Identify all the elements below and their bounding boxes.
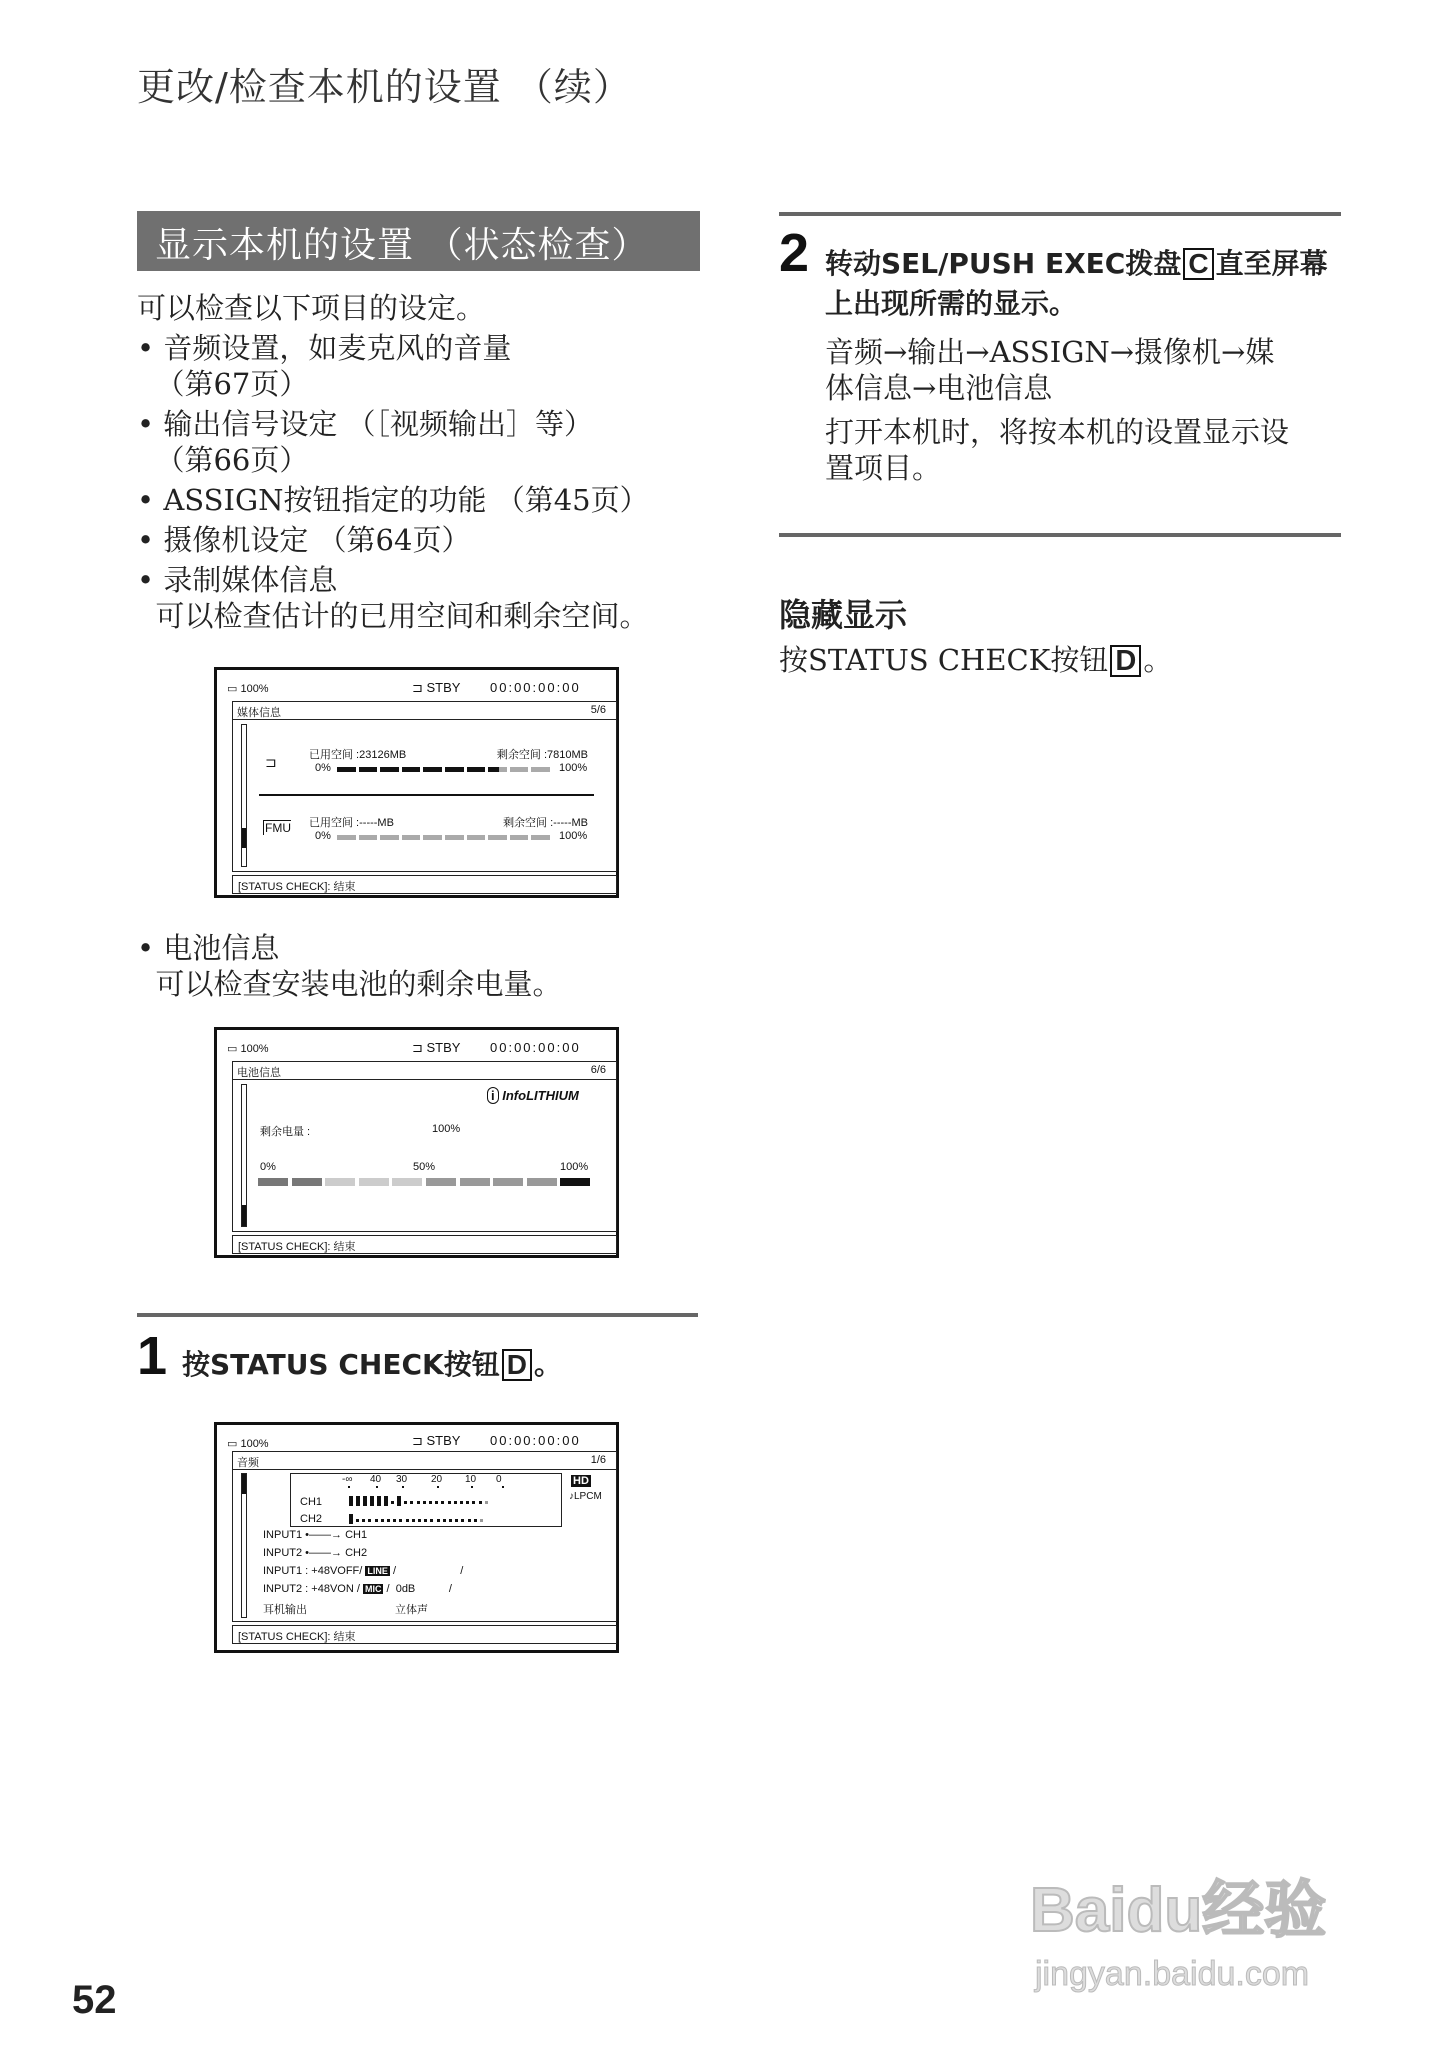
step-divider	[137, 1313, 698, 1317]
meter-segment	[417, 1501, 420, 1504]
bar-segment	[445, 767, 464, 772]
step-2-text: 转动SEL/PUSH EXEC拨盘 C 直至屏幕 上出现所需的显示。	[825, 247, 1328, 320]
ch1-label: CH1	[300, 1496, 323, 1508]
screen-title: 电池信息	[237, 1067, 281, 1079]
bar-segment	[402, 767, 421, 772]
meter-segment	[443, 1519, 446, 1522]
lpcm-label: ♪LPCM	[569, 1491, 602, 1502]
mode-indicator: ⊐ STBY	[412, 680, 461, 695]
bullet-list	[137, 330, 737, 634]
meter-segment	[393, 1519, 396, 1522]
step-1-text: 按STATUS CHECK按钮 D 。	[182, 1348, 562, 1381]
fmu-icon: FMU	[265, 821, 291, 835]
meter-segment	[391, 1501, 394, 1504]
battery-segment	[325, 1178, 355, 1186]
page-number: 52	[72, 1978, 117, 2022]
hide-display-heading: 隐藏显示	[779, 596, 908, 634]
media-info-screen	[214, 667, 619, 898]
bullet-item: • 输出信号设定 （［视频输出］等） （第66页）	[137, 407, 594, 477]
meter-segment	[441, 1501, 444, 1504]
headphone-value: 立体声	[395, 1604, 428, 1616]
battery-segment	[258, 1178, 288, 1186]
audio-screen	[214, 1422, 619, 1653]
scrollbar[interactable]	[241, 1084, 247, 1227]
meter-segment	[377, 1496, 381, 1506]
meter-segment	[466, 1501, 469, 1504]
scale-tick-label: 10	[465, 1474, 477, 1485]
step-divider	[779, 212, 1341, 216]
remaining-label: 剩余电量 :	[260, 1126, 311, 1138]
meter-segment	[435, 1501, 438, 1504]
meter-segment	[461, 1519, 464, 1522]
battery-segment	[493, 1178, 523, 1186]
meter-segment	[349, 1496, 353, 1506]
key-d: D	[502, 1349, 532, 1381]
step-2-number: 2	[779, 223, 810, 283]
battery-indicator: ▭ 100%	[227, 683, 269, 695]
meter-segment	[356, 1519, 359, 1522]
status-footer: [STATUS CHECK]: 结束	[238, 1241, 356, 1253]
watermark-url: jingyan.baidu.com	[1035, 1955, 1310, 1993]
meter-segment	[479, 1501, 482, 1504]
timecode: 00:00:00:00	[490, 1040, 581, 1055]
bar-segment	[499, 767, 507, 772]
headphone-label: 耳机输出	[263, 1604, 307, 1616]
meter-segment	[397, 1496, 401, 1506]
page-indicator: 6/6	[590, 1064, 606, 1076]
used-space: 已用空间 :23126MB	[309, 749, 407, 761]
meter-segment	[362, 1519, 365, 1522]
meter-segment	[423, 1501, 426, 1504]
min-label-2: 0%	[315, 830, 331, 842]
battery-segment	[392, 1178, 422, 1186]
battery-segment	[560, 1178, 590, 1186]
max-label: 100%	[559, 762, 588, 774]
scale-tick	[471, 1486, 473, 1488]
bar-segment	[510, 835, 529, 840]
baidu-watermark: Baidu经验	[1030, 1876, 1327, 1945]
meter-segment	[454, 1501, 457, 1504]
meter-segment	[455, 1519, 458, 1522]
timecode: 00:00:00:00	[490, 680, 581, 695]
meter-segment	[370, 1496, 374, 1506]
infolithium-logo: i InfoLITHIUM	[487, 1088, 579, 1103]
bar-segment	[337, 835, 356, 840]
meter-segment	[375, 1519, 378, 1522]
ch2-label: CH2	[300, 1513, 323, 1525]
input2-row: INPUT2 : +48VON / MIC / 0dB /	[263, 1583, 452, 1595]
battery-segment	[527, 1178, 557, 1186]
hd-badge: HD	[573, 1475, 589, 1487]
page-indicator: 1/6	[590, 1454, 606, 1466]
memory-card-icon: ⊐	[265, 754, 277, 770]
meter-segment	[399, 1519, 402, 1522]
routing-row-1: INPUT1 •——→ CH1	[263, 1529, 368, 1541]
info-icon: i	[487, 1087, 499, 1104]
bullet-item: • 录制媒体信息 可以检查估计的已用空间和剩余空间。	[137, 563, 649, 633]
used-space-2: 已用空间 :-----MB	[309, 817, 394, 829]
scrollbar[interactable]	[241, 724, 247, 867]
bullet-item-battery: • 电池信息 可以检查安装电池的剩余电量。	[137, 931, 562, 1001]
step-2-note: 打开本机时，将按本机的设置显示设 置项目。	[825, 415, 1290, 485]
scale-100: 100%	[560, 1161, 589, 1173]
meter-segment	[412, 1519, 415, 1522]
battery-segment	[460, 1178, 490, 1186]
status-footer: [STATUS CHECK]: 结束	[238, 1631, 356, 1643]
meter-segment	[468, 1519, 471, 1522]
remaining-value: 100%	[432, 1123, 461, 1135]
input1-row: INPUT1 : +48VOFF/ LINE / /	[263, 1565, 464, 1577]
meter-segment	[437, 1519, 440, 1522]
meter-segment	[381, 1519, 384, 1522]
scale-tick-label: 0	[496, 1474, 502, 1485]
meter-segment	[363, 1496, 367, 1506]
max-label-2: 100%	[559, 830, 588, 842]
bar-segment	[488, 835, 507, 840]
meter-segment	[349, 1514, 353, 1524]
meter-segment	[448, 1501, 451, 1504]
battery-indicator: ▭ 100%	[227, 1043, 269, 1055]
intro-text: 可以检查以下项目的设定。	[137, 291, 486, 325]
bullet-item: • 音频设置，如麦克风的音量 （第67页）	[137, 331, 512, 401]
meter-segment	[480, 1519, 483, 1522]
scale-tick	[376, 1486, 378, 1488]
bar-segment	[467, 835, 486, 840]
routing-row-2: INPUT2 •——→ CH2	[263, 1547, 368, 1559]
bullet-item: • ASSIGN按钮指定的功能 （第45页）	[137, 483, 649, 517]
meter-segment	[410, 1501, 413, 1504]
bar-segment	[380, 835, 399, 840]
meter-segment	[384, 1496, 388, 1506]
mode-indicator: ⊐ STBY	[412, 1433, 461, 1448]
bar-segment	[467, 767, 486, 772]
bar-segment	[402, 835, 421, 840]
remaining-space: 剩余空间 :7810MB	[496, 749, 588, 761]
meter-segment	[387, 1519, 390, 1522]
meter-segment	[368, 1519, 371, 1522]
bar-segment	[531, 767, 550, 772]
battery-segment	[359, 1178, 389, 1186]
screen-title: 媒体信息	[237, 707, 281, 719]
scrollbar[interactable]	[241, 1473, 247, 1618]
scale-tick-label: 40	[370, 1474, 382, 1485]
scale-tick	[348, 1486, 350, 1488]
scale-tick	[402, 1486, 404, 1488]
meter-segment	[474, 1519, 477, 1522]
meter-segment	[430, 1519, 433, 1522]
scale-50: 50%	[413, 1161, 436, 1173]
scale-0: 0%	[260, 1161, 276, 1173]
meter-segment	[424, 1519, 427, 1522]
meter-segment	[406, 1519, 409, 1522]
bar-segment	[531, 835, 550, 840]
scale-tick	[437, 1486, 439, 1488]
battery-segment	[426, 1178, 456, 1186]
divider	[259, 794, 594, 796]
scale-tick-label: -∞	[342, 1474, 353, 1485]
mode-indicator: ⊐ STBY	[412, 1040, 461, 1055]
bar-segment	[423, 835, 442, 840]
step-1-number: 1	[137, 1326, 168, 1386]
page-indicator: 5/6	[590, 704, 606, 716]
page-header: 更改/检查本机的设置 （续）	[137, 65, 632, 109]
content-box	[232, 701, 617, 872]
key-c: C	[1183, 248, 1213, 280]
meter-segment	[404, 1501, 407, 1504]
meter-segment	[429, 1501, 432, 1504]
content-box	[232, 1061, 617, 1232]
meter-segment	[418, 1519, 421, 1522]
scale-tick-label: 20	[431, 1474, 443, 1485]
hide-display-text: 按STATUS CHECK按钮 D 。	[779, 643, 1173, 677]
section-divider	[779, 533, 1341, 537]
scale-tick-label: 30	[396, 1474, 408, 1485]
timecode: 00:00:00:00	[490, 1433, 581, 1448]
meter-segment	[485, 1501, 488, 1504]
bar-segment	[380, 767, 399, 772]
bar-segment	[359, 767, 378, 772]
key-d: D	[1110, 645, 1141, 677]
bar-segment	[445, 835, 464, 840]
bar-segment	[337, 767, 356, 772]
meter-segment	[449, 1519, 452, 1522]
meter-segment	[460, 1501, 463, 1504]
bullet-item: • 摄像机设定 （第64页）	[137, 523, 471, 557]
battery-indicator: ▭ 100%	[227, 1438, 269, 1450]
remaining-space-2: 剩余空间 :-----MB	[503, 817, 588, 829]
title-row	[232, 701, 617, 720]
display-sequence: 音频→输出→ASSIGN→摄像机→媒 体信息→电池信息	[825, 335, 1275, 405]
battery-segment	[292, 1178, 322, 1186]
status-footer: [STATUS CHECK]: 结束	[238, 881, 356, 893]
section-title: 显示本机的设置 （状态检查）	[137, 211, 700, 271]
scale-tick	[502, 1486, 504, 1488]
bar-segment	[488, 767, 499, 772]
min-label: 0%	[315, 762, 331, 774]
title-row	[232, 1061, 617, 1080]
screen-title: 音频	[237, 1457, 259, 1469]
meter-segment	[472, 1501, 475, 1504]
bar-segment	[510, 767, 529, 772]
meter-segment	[356, 1496, 360, 1506]
bar-segment	[359, 835, 378, 840]
bar-segment	[423, 767, 442, 772]
battery-info-screen	[214, 1027, 619, 1258]
title-row	[232, 1451, 617, 1470]
